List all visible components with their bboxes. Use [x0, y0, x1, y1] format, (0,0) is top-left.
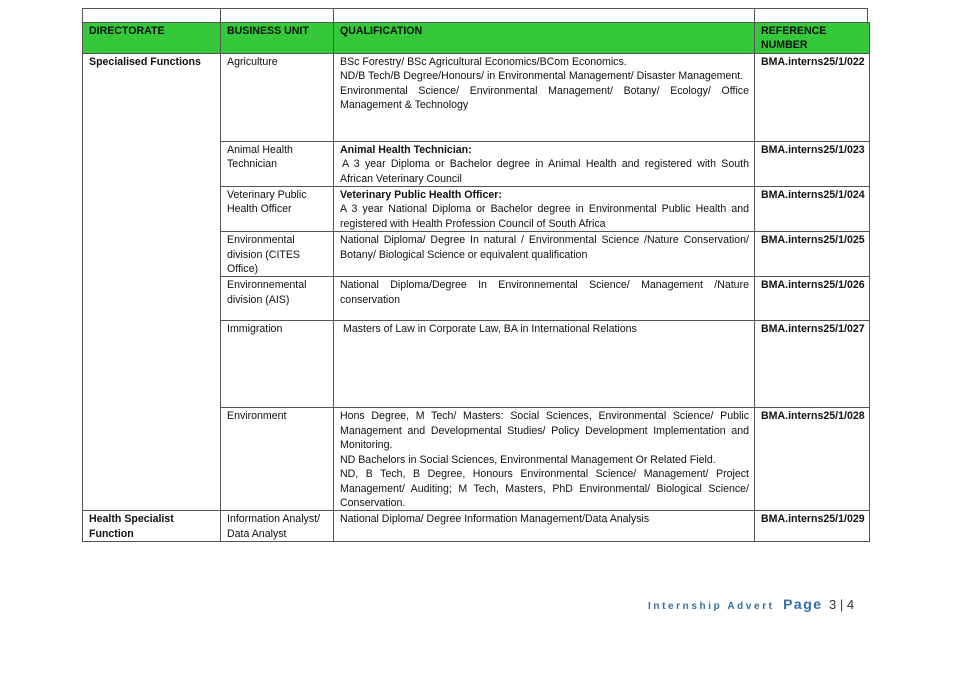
- qualification-cell: [334, 511, 755, 542]
- qualification-line: BSc Forestry/ BSc Agricultural Economics/BCom Economics.: [340, 55, 627, 68]
- qualification-cell: [334, 53, 755, 141]
- qualification-cell: [334, 187, 755, 232]
- reference-number-cell: BMA.interns25/1/028: [755, 408, 870, 511]
- table-row: [83, 511, 870, 542]
- previous-row-strip: [82, 8, 868, 22]
- reference-number-cell: BMA.interns25/1/022: [755, 53, 870, 141]
- reference-number-cell: BMA.interns25/1/024: [755, 187, 870, 232]
- qualification-line: ND Bachelors in Social Sciences, Environmental Management Or Related Field.: [340, 453, 716, 466]
- qualification-cell: [334, 141, 755, 186]
- qualification-line: ND/B Tech/B Degree/Honours/ in Environmental Management/ Disaster Management.: [340, 70, 744, 83]
- header-reference-number: [755, 23, 870, 54]
- business-unit-cell: Animal Health Technician: [221, 141, 334, 186]
- qualification-line: A 3 year National Diploma or Bachelor degree in Environmental Public Health and registered with Health Profession Council of South Africa: [340, 203, 749, 230]
- table-header-row: [83, 23, 870, 54]
- internship-table: [82, 22, 870, 542]
- header-directorate: DIRECTORATE: [83, 23, 221, 54]
- header-business-unit: BUSINESS UNIT: [221, 23, 334, 54]
- qualification-title: Veterinary Public Health Officer:: [340, 189, 502, 202]
- qualification-cell: [334, 232, 755, 277]
- business-unit-cell: Environnemental division (AIS): [221, 277, 334, 321]
- business-unit-cell: Environmental division (CITES Office): [221, 232, 334, 277]
- directorate-cell: Specialised Functions: [83, 53, 221, 511]
- header-reference-line2: NUMBER: [761, 39, 808, 52]
- qualification-line: ND, B Tech, B Degree, Honours Environmental Science/ Management/ Project Management/ Auditing; M Tech, Masters, PhD Environmental/ Biological Science/ Conservation.: [340, 468, 749, 509]
- qualification-title: Animal Health Technician:: [340, 143, 472, 156]
- qualification-line: A 3 year Diploma or Bachelor degree in Animal Health and registered with South African Veterinary Council: [340, 158, 749, 185]
- business-unit-cell: Information Analyst/ Data Analyst: [221, 511, 334, 542]
- qualification-line: Environmental Science/ Environmental Management/ Botany/ Ecology/ Office Management & Technology: [340, 84, 749, 112]
- reference-number-cell: BMA.interns25/1/026: [755, 277, 870, 321]
- reference-number-cell: BMA.interns25/1/027: [755, 321, 870, 408]
- footer-label: Internship Advert: [648, 601, 775, 612]
- table-row: [83, 53, 870, 141]
- business-unit-cell: Immigration: [221, 321, 334, 408]
- qualification-line: Hons Degree, M Tech/ Masters: Social Sciences, Environmental Science/ Public Management and Developmental Studies/ Policy Development Implementation and Monitoring.: [340, 410, 749, 452]
- business-unit-cell: Environment: [221, 408, 334, 511]
- page-footer: [648, 596, 854, 614]
- qualification-cell: [334, 408, 755, 511]
- qualification-cell: [334, 277, 755, 321]
- qualification-cell: [334, 321, 755, 408]
- qualification-line: National Diploma/ Degree In natural / Environmental Science /Nature Conservation/ Botany/ Biological Science or equivalent qualification: [340, 234, 749, 261]
- reference-number-cell: BMA.interns25/1/025: [755, 232, 870, 277]
- qualification-line: National Diploma/ Degree Information Management/Data Analysis: [340, 513, 650, 526]
- business-unit-cell: Agriculture: [221, 53, 334, 141]
- reference-number-cell: BMA.interns25/1/023: [755, 141, 870, 186]
- header-qualification: QUALIFICATION: [334, 23, 755, 54]
- header-reference-line1: REFERENCE: [761, 25, 827, 37]
- qualification-line: Masters of Law in Corporate Law, BA in International Relations: [343, 323, 637, 336]
- footer-page-number: 3 | 4: [829, 597, 855, 612]
- business-unit-cell: Veterinary Public Health Officer: [221, 187, 334, 232]
- qualification-line: National Diploma/Degree In Environnemental Science/ Management /Nature conservation: [340, 279, 749, 306]
- footer-page-word: Page: [783, 596, 823, 612]
- directorate-cell: Health Specialist Function: [83, 511, 221, 542]
- reference-number-cell: BMA.interns25/1/029: [755, 511, 870, 542]
